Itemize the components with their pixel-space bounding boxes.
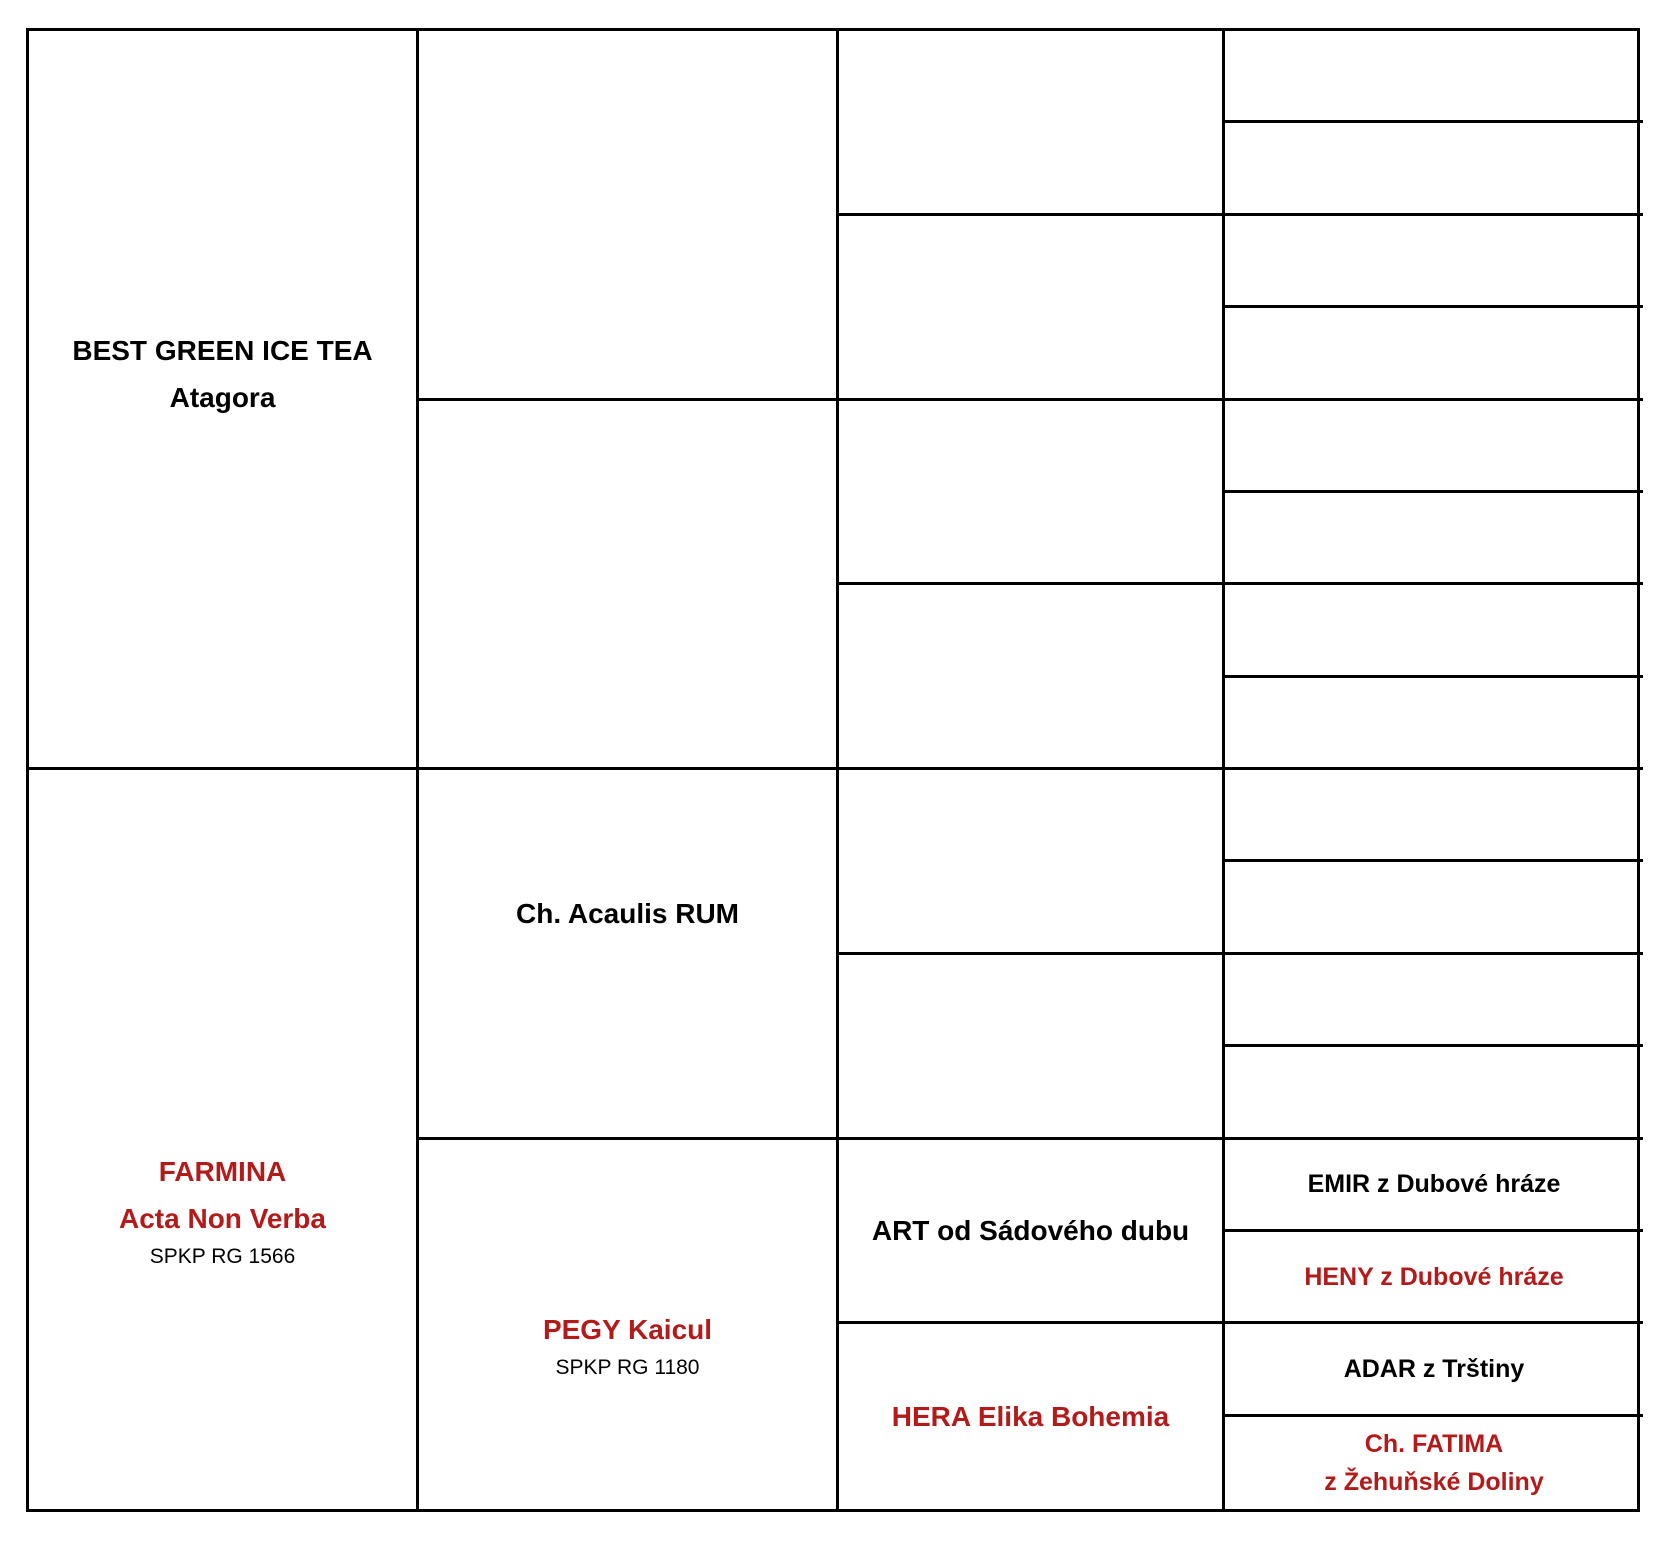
gen4-cell-8 [1225,678,1643,770]
gen4-fatima-name: Ch. FATIMA [1364,1429,1504,1458]
gen4-adar-name: ADAR z Trštiny [1343,1354,1525,1383]
dam-dam-name: PEGY Kaicul [542,1314,713,1346]
gen4-emir-name: EMIR z Dubové hráze [1307,1170,1561,1199]
gen4-cell-9 [1225,770,1643,862]
gen3-cell-1 [839,31,1225,216]
gen3-cell-6 [839,955,1225,1140]
dam-dam-cell [419,1140,839,1510]
gen4-cell-11 [1225,955,1643,1047]
gen3-cell-3 [839,401,1225,586]
gen3-cell-4 [839,585,1225,770]
dam-sire-name: Ch. Acaulis RUM [516,897,739,929]
gen4-cell-3 [1225,216,1643,308]
dam-cell [29,770,419,1509]
dam-registration: SPKP RG 1566 [149,1245,296,1268]
dam-dam-sire-cell [839,1140,1225,1325]
dam-kennel: Acta Non Verba [119,1203,326,1234]
dam-name: FARMINA [158,1156,287,1187]
gen4-adar-cell [1225,1324,1643,1416]
dam-dam-registration: SPKP RG 1180 [555,1356,700,1380]
gen3-cell-2 [839,216,1225,401]
gen3-cell-5 [839,770,1225,955]
subject-dog-kennel: Atagora [169,382,276,413]
gen2-cell-2 [419,401,839,771]
pedigree-table [26,28,1640,1512]
gen4-cell-12 [1225,1047,1643,1139]
gen4-cell-5 [1225,401,1643,493]
gen4-cell-7 [1225,585,1643,677]
subject-dog-cell [29,31,419,770]
gen4-cell-2 [1225,123,1643,215]
gen4-cell-1 [1225,31,1643,123]
gen4-cell-10 [1225,862,1643,954]
gen4-fatima-kennel: z Žehuňské Doliny [1324,1467,1544,1496]
dam-sire-cell [419,770,839,1140]
gen4-cell-4 [1225,308,1643,400]
dam-dam-sire-name: ART od Sádového dubu [871,1214,1190,1246]
gen4-heny-cell [1225,1232,1643,1324]
dam-dam-dam-cell [839,1324,1225,1509]
gen4-fatima-cell [1225,1417,1643,1509]
gen4-heny-name: HENY z Dubové hráze [1304,1262,1564,1291]
subject-dog-name: BEST GREEN ICE TEA [72,335,373,366]
gen4-emir-cell [1225,1140,1643,1232]
gen2-cell-1 [419,31,839,401]
gen4-cell-6 [1225,493,1643,585]
dam-dam-dam-name: HERA Elika Bohemia [891,1401,1170,1433]
